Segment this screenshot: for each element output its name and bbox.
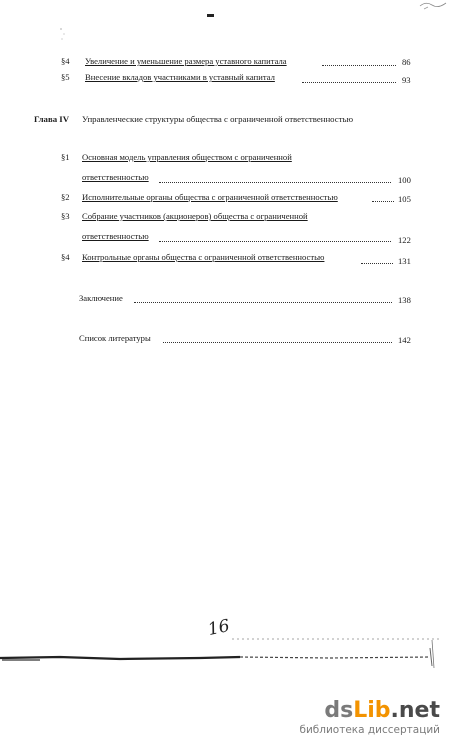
page-number: 142: [398, 335, 411, 345]
dot-leader: [134, 302, 392, 303]
scan-specks: [58, 26, 68, 42]
scan-line: [232, 636, 442, 642]
scan-edge: [0, 648, 440, 668]
dslib-logo[interactable]: [299, 699, 440, 736]
toc-entry-title-cont[interactable]: ответственностью: [82, 231, 149, 241]
chapter-title[interactable]: Управленческие структуры общества с ограниченной ответственностью: [82, 114, 354, 124]
corner-scribble: [418, 0, 448, 12]
logo-text: dsLib.net: [324, 698, 440, 723]
section-number: §1: [61, 152, 70, 162]
dot-leader: [163, 342, 392, 343]
dot-leader: [159, 182, 391, 183]
logo-subtitle: библиотека диссертаций: [299, 724, 440, 736]
page-number: 122: [398, 235, 411, 245]
toc-entry-title[interactable]: Увеличение и уменьшение размера уставного капитала: [85, 56, 287, 66]
toc-entry-title[interactable]: Заключение: [79, 293, 123, 303]
dot-leader: [322, 65, 396, 66]
dot-leader: [372, 201, 394, 202]
section-number: §4: [61, 56, 70, 66]
scan-specks: [428, 640, 440, 670]
dot-leader: [159, 241, 391, 242]
toc-entry-title-cont[interactable]: ответственностью: [82, 172, 149, 182]
chapter-label: Глава IV: [34, 114, 70, 124]
toc-entry-title[interactable]: Контрольные органы общества с ограниченной ответственностью: [82, 252, 325, 262]
page-number: 100: [398, 175, 411, 185]
section-number: §4: [61, 252, 70, 262]
toc-entry-title[interactable]: Исполнительные органы общества с ограниченной ответственностью: [82, 192, 338, 202]
section-number: §3: [61, 211, 70, 221]
toc-entry-title[interactable]: Список литературы: [79, 333, 151, 343]
toc-entry-title[interactable]: Внесение вкладов участниками в уставный капитал: [85, 72, 275, 82]
toc-entry-title[interactable]: Основная модель управления обществом с ограниченной: [82, 152, 292, 162]
section-number: §2: [61, 192, 70, 202]
toc-entry-title[interactable]: Собрание участников (акционеров) общества с ограниченной: [82, 211, 308, 221]
scan-mark: [207, 14, 214, 17]
page-number: 138: [398, 295, 411, 305]
section-number: §5: [61, 72, 70, 82]
page-number: 93: [402, 75, 411, 85]
page-number: 86: [402, 57, 411, 67]
dot-leader: [361, 263, 393, 264]
page-number: 105: [398, 194, 411, 204]
handwritten-page-number: 16: [206, 615, 232, 641]
page-number: 131: [398, 256, 411, 266]
dot-leader: [302, 82, 396, 83]
